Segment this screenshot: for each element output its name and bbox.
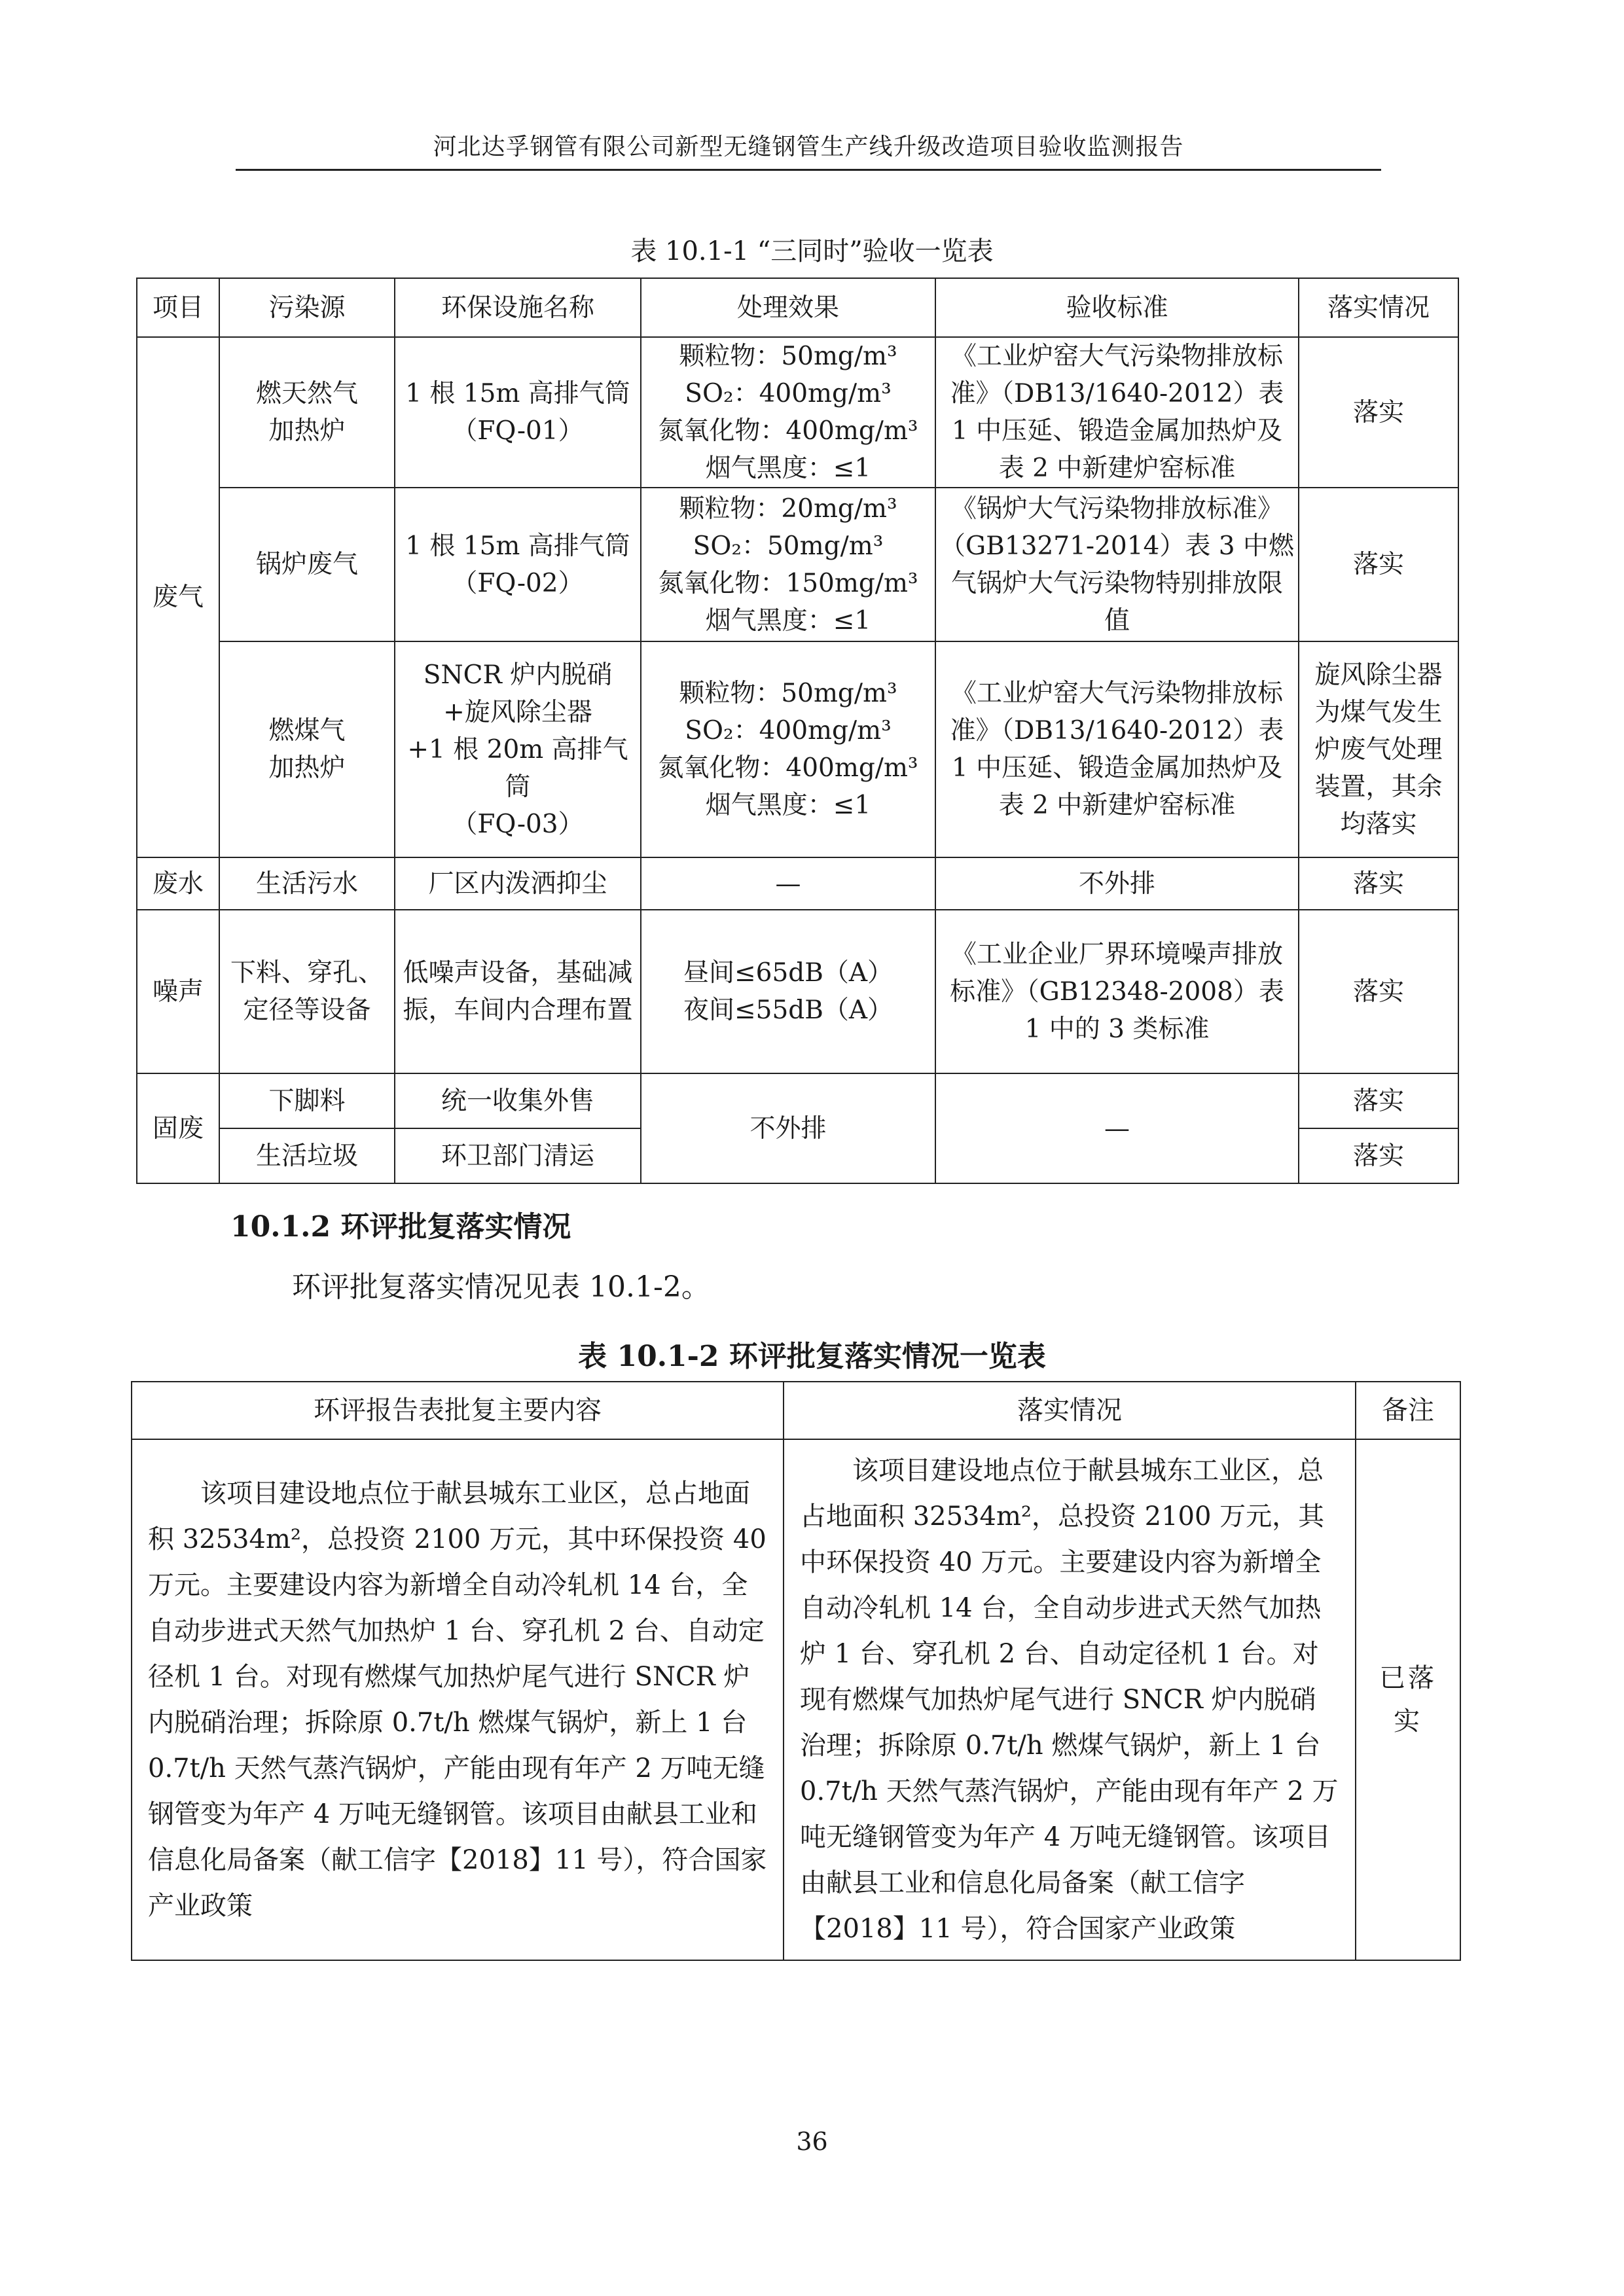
col-header-standard: 验收标准 — [935, 278, 1299, 337]
status-cell: 落实 — [1299, 1128, 1458, 1183]
source-cell: 锅炉废气 — [219, 488, 395, 641]
col-header-remark: 备注 — [1356, 1382, 1460, 1439]
table-row — [137, 857, 1458, 910]
standard-cell: 《工业企业厂界环境噪声排放标准》（GB12348-2008）表 1 中的 3 类标准 — [935, 910, 1299, 1073]
status-cell: 落实 — [1299, 910, 1458, 1073]
col-header-content: 环评报告表批复主要内容 — [132, 1382, 784, 1439]
col-header-source: 污染源 — [219, 278, 395, 337]
category-cell: 噪声 — [137, 910, 219, 1073]
table-row — [132, 1439, 1460, 1960]
table-row — [137, 337, 1458, 488]
col-header-facility: 环保设施名称 — [395, 278, 641, 337]
facility-cell: 1 根 15m 高排气筒 （FQ-01） — [395, 337, 641, 488]
status-cell: 旋风除尘器为煤气发生炉废气处理装置，其余均落实 — [1299, 641, 1458, 857]
running-header: 河北达孚钢管有限公司新型无缝钢管生产线升级改造项目验收监测报告 — [433, 134, 1184, 160]
status-cell: 落实 — [1299, 337, 1458, 488]
category-cell: 固废 — [137, 1073, 219, 1183]
approval-table — [131, 1381, 1461, 1961]
approval-content-cell: 该项目建设地点位于献县城东工业区，总占地面积 32534m²，总投资 2100 万元，其中环保投资 40 万元。主要建设内容为新增全自动冷轧机 14 台，全自动步进式天然气加热炉 1 台、穿孔机 2 台、自动定径机 1 台。对现有燃煤气加热炉尾气进行 SNCR 炉内脱硝治理；拆除原 0.7t/h 燃煤气锅炉，新上 1 台 0.7t/h 天然气蒸汽锅炉，产能由现有年产 2 万吨无缝钢管变为年产 4 万吨无缝钢管。该项目由献县工业和信息化局备案（献工信字【2018】11 号），符合国家产业政策 — [132, 1439, 784, 1960]
source-cell: 下脚料 — [219, 1073, 395, 1128]
facility-cell: 厂区内泼洒抑尘 — [395, 857, 641, 910]
category-cell: 废水 — [137, 857, 219, 910]
col-header-item: 项目 — [137, 278, 219, 337]
source-cell: 燃煤气 加热炉 — [219, 641, 395, 857]
implementation-cell: 该项目建设地点位于献县城东工业区，总占地面积 32534m²，总投资 2100 万元，其中环保投资 40 万元。主要建设内容为新增全自动冷轧机 14 台，全自动步进式天然气加热炉 1 台、穿孔机 2 台、自动定径机 1 台。对现有燃煤气加热炉尾气进行 SNCR 炉内脱硝治理；拆除原 0.7t/h 燃煤气锅炉，新上 1 台 0.7t/h 天然气蒸汽锅炉，产能由现有年产 2 万吨无缝钢管变为年产 4 万吨无缝钢管。该项目由献县工业和信息化局备案（献工信字【2018】11 号），符合国家产业政策 — [784, 1439, 1356, 1960]
status-cell: 落实 — [1299, 857, 1458, 910]
source-cell: 生活污水 — [219, 857, 395, 910]
col-header-implementation: 落实情况 — [784, 1382, 1356, 1439]
acceptance-table — [136, 278, 1459, 1184]
standard-cell: 《工业炉窑大气污染物排放标准》（DB13/1640-2012）表 1 中压延、锻造金属加热炉及表 2 中新建炉窑标准 — [935, 337, 1299, 488]
effect-cell: 颗粒物：50mg/m³ SO₂：400mg/m³ 氮氧化物：400mg/m³ 烟气黑度：≤1 — [641, 641, 935, 857]
source-cell: 下料、穿孔、定径等设备 — [219, 910, 395, 1073]
table-row — [137, 910, 1458, 1073]
status-cell: 落实 — [1299, 1073, 1458, 1128]
col-header-status: 落实情况 — [1299, 278, 1458, 337]
table1-caption: 表 10.1-1 “三同时”验收一览表 — [630, 236, 994, 266]
facility-cell: 低噪声设备，基础减振，车间内合理布置 — [395, 910, 641, 1073]
effect-cell: 颗粒物：50mg/m³ SO₂：400mg/m³ 氮氧化物：400mg/m³ 烟气黑度：≤1 — [641, 337, 935, 488]
facility-cell: 环卫部门清运 — [395, 1128, 641, 1183]
col-header-effect: 处理效果 — [641, 278, 935, 337]
effect-cell: 颗粒物：20mg/m³ SO₂：50mg/m³ 氮氧化物：150mg/m³ 烟气黑度：≤1 — [641, 488, 935, 641]
effect-cell: — — [641, 857, 935, 910]
table1-header-row — [137, 278, 1458, 337]
standard-cell: 《锅炉大气污染物排放标准》（GB13271-2014）表 3 中燃气锅炉大气污染物特别排放限值 — [935, 488, 1299, 641]
section-heading: 10.1.2 环评批复落实情况 — [230, 1210, 571, 1244]
header-divider — [236, 169, 1381, 171]
facility-cell: 1 根 15m 高排气筒 （FQ-02） — [395, 488, 641, 641]
facility-cell: 统一收集外售 — [395, 1073, 641, 1128]
effect-cell: 昼间≤65dB（A） 夜间≤55dB（A） — [641, 910, 935, 1073]
source-cell: 生活垃圾 — [219, 1128, 395, 1183]
table2-header-row — [132, 1382, 1460, 1439]
standard-cell: — — [935, 1073, 1299, 1183]
category-cell: 废气 — [137, 337, 219, 857]
body-paragraph: 环评批复落实情况见表 10.1-2。 — [292, 1270, 710, 1304]
table-row — [137, 641, 1458, 857]
status-cell: 落实 — [1299, 488, 1458, 641]
effect-cell: 不外排 — [641, 1073, 935, 1183]
table-row — [137, 1073, 1458, 1128]
table2-caption: 表 10.1-2 环评批复落实情况一览表 — [578, 1340, 1046, 1373]
facility-cell: SNCR 炉内脱硝 +旋风除尘器 +1 根 20m 高排气筒 （FQ-03） — [395, 641, 641, 857]
remark-cell: 已落实 — [1356, 1439, 1460, 1960]
page-number: 36 — [796, 2127, 828, 2156]
standard-cell: 不外排 — [935, 857, 1299, 910]
standard-cell: 《工业炉窑大气污染物排放标准》（DB13/1640-2012）表 1 中压延、锻造金属加热炉及表 2 中新建炉窑标准 — [935, 641, 1299, 857]
table-row — [137, 488, 1458, 641]
source-cell: 燃天然气 加热炉 — [219, 337, 395, 488]
